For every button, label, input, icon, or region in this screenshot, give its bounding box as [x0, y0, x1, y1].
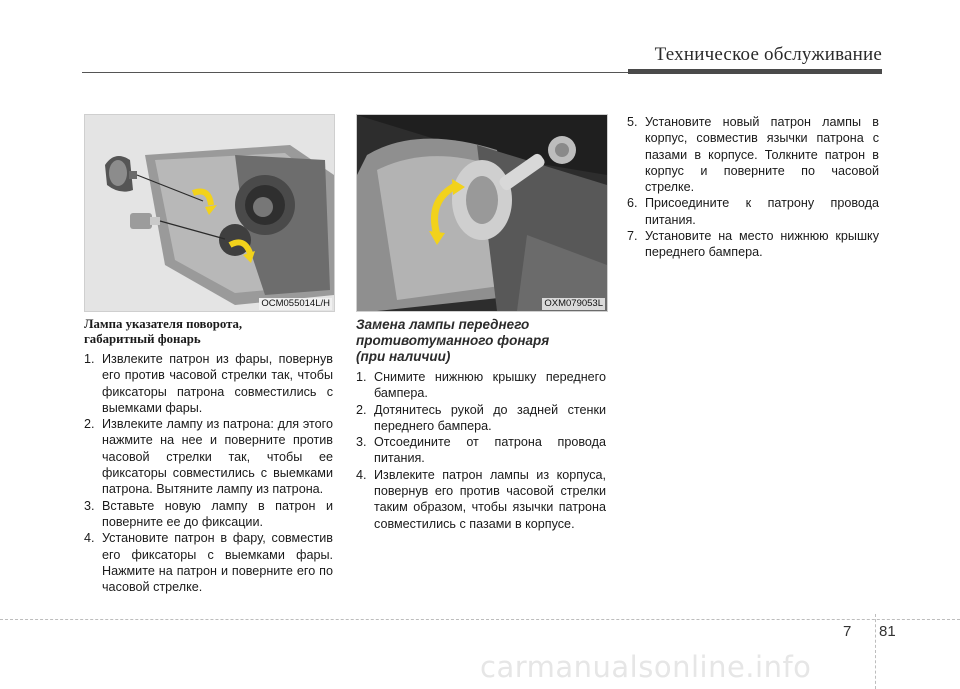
figure-code-label: OCM055014L/H	[261, 298, 330, 309]
step-number: 6.	[627, 196, 638, 211]
steps-list	[627, 114, 879, 261]
watermark: carmanualsonline.info	[480, 650, 812, 684]
heading-line: габаритный фонарь	[84, 332, 201, 346]
footer-divider	[0, 619, 960, 620]
step-item	[356, 369, 606, 402]
fog-lamp-illustration	[357, 115, 607, 311]
step-text: Вставьте новую лампу в патрон и поверните ее до фиксации.	[102, 498, 333, 529]
section-fog-lamp-continued	[627, 114, 879, 261]
step-number: 4.	[356, 467, 367, 482]
step-text: Установите на место нижнюю крышку переднего бампера.	[645, 229, 879, 260]
figure-fog-lamp	[356, 114, 608, 312]
steps-list	[84, 351, 333, 595]
step-text: Дотянитесь рукой до задней стенки переднего бампера.	[374, 402, 606, 433]
step-number: 1.	[84, 352, 95, 366]
section-turn-signal	[84, 317, 333, 595]
page-number: 81	[879, 623, 896, 640]
step-number: 3.	[84, 498, 95, 513]
heading-line: Замена лампы переднего	[356, 317, 530, 332]
step-text: Снимите нижнюю крышку переднего бампера.	[374, 370, 606, 401]
step-item	[356, 467, 606, 532]
step-item	[356, 402, 606, 435]
step-number: 4.	[84, 531, 95, 546]
steps-list	[356, 369, 606, 532]
step-text: Установите патрон в фару, совместив его фиксаторы с выемками фары. Нажмите на патрон и поверните его по часовой стрелке.	[102, 531, 333, 595]
step-item	[627, 195, 879, 228]
heading-line: (при наличии)	[356, 349, 451, 364]
page-header-title: Техническое обслуживание	[654, 44, 882, 65]
section-heading	[356, 317, 606, 365]
step-number: 7.	[627, 229, 638, 244]
footer-vertical-divider	[875, 614, 876, 689]
step-number: 5.	[627, 115, 638, 129]
step-text: Установите новый патрон лампы в корпус, совместив язычки патрона с пазами в корпусе. Толкните патрон в корпус и поверните по часовой стрелке.	[645, 115, 879, 195]
step-text: Извлеките лампу из патрона: для этого нажмите на нее и поверните против часовой стрелки так, чтобы ее фиксаторы совместились с выемками патрона. Вытяните лампу из патрона.	[102, 417, 333, 497]
figure-code-label: OXM079053L	[544, 298, 603, 309]
step-item	[627, 228, 879, 261]
heading-line: Лампа указателя поворота,	[84, 317, 243, 331]
step-number: 2.	[356, 402, 367, 417]
section-heading	[84, 317, 333, 347]
step-text: Присоедините к патрону провода питания.	[645, 196, 879, 227]
section-fog-lamp	[356, 317, 606, 532]
step-number: 1.	[356, 370, 367, 384]
header-accent-bar	[628, 69, 882, 74]
headlamp-illustration	[85, 115, 334, 311]
chapter-number: 7	[843, 623, 852, 640]
step-number: 2.	[84, 417, 95, 432]
step-text: Извлеките патрон лампы из корпуса, повернув его против часовой стрелки таким образом, чтобы язычки патрона совместились с пазами в корпусе.	[374, 467, 606, 531]
step-item	[627, 114, 879, 195]
step-item	[84, 530, 333, 595]
step-item	[84, 416, 333, 497]
step-item	[84, 351, 333, 416]
step-item	[356, 434, 606, 467]
heading-line: противотуманного фонаря	[356, 333, 550, 348]
step-number: 3.	[356, 435, 367, 450]
step-text: Извлеките патрон из фары, повернув его против часовой стрелки так, чтобы фиксаторы патрона совместились с выемками фары.	[102, 352, 333, 415]
step-item	[84, 498, 333, 531]
figure-turn-signal-bulb	[84, 114, 335, 312]
step-text: Отсоедините от патрона провода питания.	[374, 435, 606, 466]
